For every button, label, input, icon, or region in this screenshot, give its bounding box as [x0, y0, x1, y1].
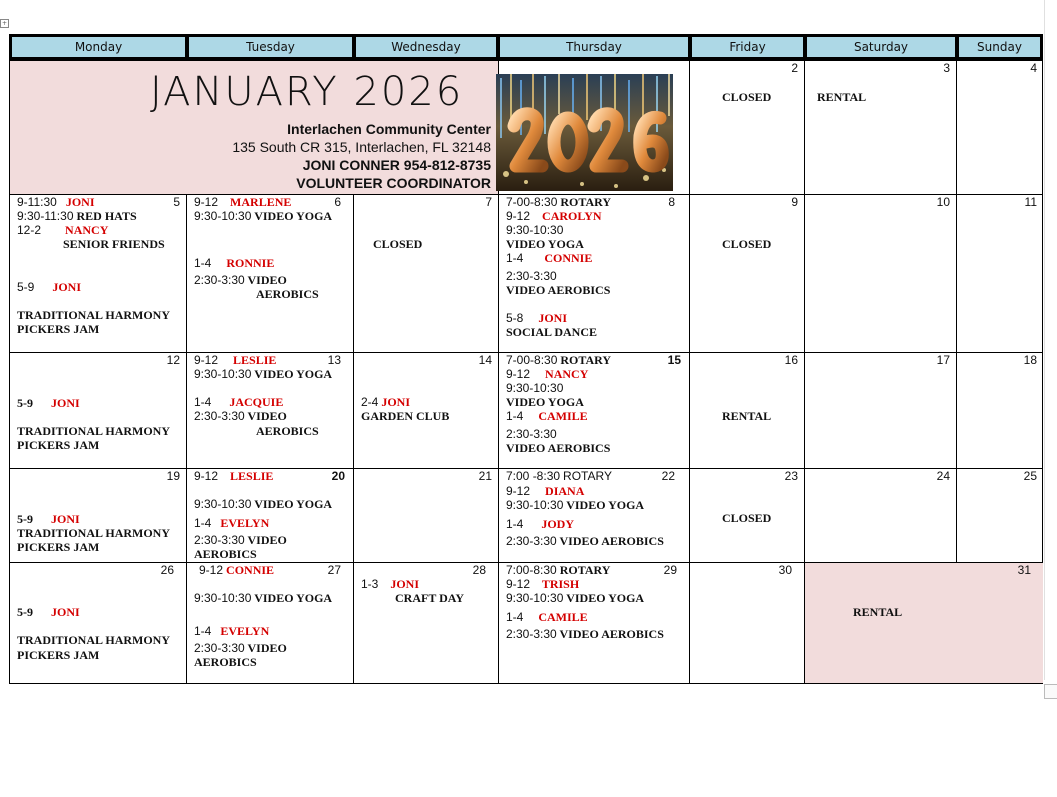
day-number: 12 [166, 353, 180, 367]
event-time: 1-4 [506, 251, 524, 265]
day-cell-20[interactable] [187, 469, 354, 563]
event-label: PICKERS JAM [17, 648, 100, 662]
day-number: 30 [778, 563, 792, 577]
volunteer-name: CONNIE [544, 251, 593, 265]
event-time: 5-8 [506, 311, 524, 325]
day-cell-12[interactable] [10, 353, 187, 469]
event-label: AEROBICS [256, 424, 319, 438]
volunteer-name: JONI [52, 280, 82, 294]
day-cell-16[interactable] [690, 353, 805, 469]
volunteer-name: CONNIE [226, 563, 275, 577]
day-number: 5 [173, 195, 180, 209]
event-time: 2:30-3:30 [194, 409, 245, 423]
day-cell-31[interactable] [805, 563, 1043, 683]
event-time: 9-12 [194, 353, 219, 367]
title-cell [10, 61, 499, 195]
day-header-wednesday: Wednesday [355, 36, 497, 58]
event-label: CLOSED [373, 237, 423, 251]
day-number: 4 [1030, 61, 1037, 75]
event-label: VIDEO [247, 273, 287, 287]
event-time: 2-4 [361, 395, 379, 409]
day-cell-3[interactable] [805, 61, 957, 195]
event-time: 7-00-8:30 [506, 195, 558, 209]
event-label: CLOSED [722, 90, 772, 104]
event-label: TRADITIONAL HARMONY [17, 526, 171, 540]
event-label: RED HATS [76, 209, 137, 223]
day-number: 7 [485, 195, 492, 209]
event-label: SENIOR FRIENDS [63, 237, 165, 251]
day-number: 17 [936, 353, 950, 367]
event-label: VIDEO AEROBICS [559, 627, 664, 641]
day-header-tuesday: Tuesday [188, 36, 353, 58]
event-label: RENTAL [817, 90, 867, 104]
day-cell-8[interactable] [499, 195, 690, 353]
day-cell-7[interactable] [354, 195, 499, 353]
day-number: 2 [791, 61, 798, 75]
event-time: 2:30-3:30 [194, 273, 245, 287]
event-label: RENTAL [853, 605, 903, 619]
day-number: 6 [334, 195, 341, 209]
event-time: 1-4 [194, 624, 212, 638]
day-number: 8 [668, 195, 675, 209]
event-label: TRADITIONAL HARMONY [17, 633, 171, 647]
event-label: PICKERS JAM [17, 438, 100, 452]
volunteer-name: CAMILE [538, 409, 588, 423]
event-label: VIDEO [247, 409, 287, 423]
event-time: 1-4 [194, 516, 212, 530]
volunteer-name: JONI [51, 605, 80, 619]
day-cell-27[interactable] [187, 563, 354, 683]
event-label: ROTARY [559, 563, 611, 577]
day-cell-22[interactable] [499, 469, 690, 563]
event-time: 9-12 [506, 577, 531, 591]
day-number: 21 [478, 469, 492, 483]
event-time: 2:30-3:30 [506, 534, 557, 548]
volunteer-name: JONI [381, 395, 411, 409]
day-number: 31 [1017, 563, 1031, 577]
day-cell-2[interactable] [690, 61, 805, 195]
event-time: 9:30-10:30 [506, 498, 564, 512]
event-time: 9:30-10:30 [194, 591, 252, 605]
event-time: 2:30-3:30 [194, 641, 245, 655]
day-number: 27 [327, 563, 341, 577]
event-label: TRADITIONAL HARMONY [17, 424, 171, 438]
org-role: VOLUNTEER COORDINATOR [296, 175, 491, 191]
event-time: 1-4 [506, 517, 524, 531]
day-number: 15 [667, 353, 681, 367]
event-time: 9:30-10:30 [506, 223, 564, 237]
volunteer-name: RONNIE [226, 256, 275, 270]
day-cell-13[interactable] [187, 353, 354, 469]
day-header-thursday: Thursday [499, 36, 689, 58]
table-move-handle-icon[interactable]: + [1, 20, 8, 27]
day-number: 3 [943, 61, 950, 75]
day-number: 18 [1023, 353, 1037, 367]
event-time: 9:30-10:30 [194, 497, 252, 511]
event-label: VIDEO YOGA [254, 497, 333, 511]
day-number: 13 [327, 353, 341, 367]
volunteer-name: CAMILE [538, 610, 588, 624]
event-label: VIDEO YOGA [566, 498, 645, 512]
day-number: 23 [784, 469, 798, 483]
day-header-saturday: Saturday [806, 36, 956, 58]
volunteer-name: JONI [51, 512, 80, 526]
day-header-friday: Friday [691, 36, 804, 58]
org-name: Interlachen Community Center [287, 121, 491, 137]
event-label: VIDEO YOGA [254, 591, 333, 605]
event-label: VIDEO YOGA [506, 395, 584, 409]
day-cell-28[interactable] [354, 563, 499, 683]
day-cell-15[interactable] [499, 353, 690, 469]
day-cell-9[interactable] [690, 195, 805, 353]
event-time: 9-12 [194, 195, 219, 209]
event-label: PICKERS JAM [17, 322, 100, 336]
event-time: 1-3 [361, 577, 379, 591]
volunteer-name: LESLIE [230, 469, 274, 483]
volunteer-name: JONI [65, 195, 95, 209]
day-number: 11 [1024, 195, 1037, 209]
volunteer-name: LESLIE [233, 353, 277, 367]
event-label: AEROBICS [256, 287, 319, 301]
event-label: VIDEO YOGA [254, 209, 333, 223]
day-number: 20 [331, 469, 345, 483]
event-label: CLOSED [722, 237, 772, 251]
event-time: 5-9 [17, 512, 33, 526]
event-time: 9-11:30 [17, 195, 57, 209]
event-time: 1-4 [194, 256, 212, 270]
org-address: 135 South CR 315, Interlachen, FL 32148 [232, 139, 491, 155]
event-time: 9:30-10:30 [506, 381, 564, 395]
day-number: 19 [166, 469, 180, 483]
event-time: 1-4 [194, 395, 212, 409]
volunteer-name: EVELYN [220, 516, 270, 530]
event-time: 12-2 [17, 223, 42, 237]
event-label: ROTARY [560, 195, 612, 209]
page-edge [1044, 0, 1045, 680]
volunteer-name: JACQUIE [229, 395, 284, 409]
event-label: VIDEO YOGA [566, 591, 645, 605]
day-number: 29 [663, 563, 677, 577]
event-label: AEROBICS [194, 547, 257, 561]
event-time: 9:30-10:30 [194, 209, 252, 223]
day-header-sunday: Sunday [958, 36, 1041, 58]
volunteer-name: TRISH [541, 577, 580, 591]
event-time: 2:30-3:30 [506, 427, 557, 441]
event-label: VIDEO AEROBICS [559, 534, 664, 548]
event-time: 5-9 [17, 396, 33, 410]
volunteer-name: MARLENE [230, 195, 292, 209]
event-label: VIDEO AEROBICS [506, 283, 611, 297]
event-time: 9-12 [506, 484, 531, 498]
day-number: 25 [1023, 469, 1037, 483]
day-cell-11[interactable] [957, 195, 1043, 353]
event-label: AEROBICS [194, 655, 257, 669]
event-time: 5-9 [17, 280, 35, 294]
day-cell-29[interactable] [499, 563, 690, 683]
org-contact: JONI CONNER 954-812-8735 [302, 157, 491, 173]
day-number: 14 [478, 353, 492, 367]
day-number: 24 [936, 469, 950, 483]
event-label: ROTARY [563, 469, 612, 483]
event-time: 2:30-3:30 [194, 533, 245, 547]
day-cell-19[interactable] [10, 469, 187, 563]
day-number: 16 [784, 353, 798, 367]
event-label: VIDEO YOGA [506, 237, 584, 251]
event-time: 9:30-11:30 [17, 209, 74, 223]
day-number: 9 [791, 195, 798, 209]
day-cell-10[interactable] [805, 195, 957, 353]
volunteer-name: JONI [390, 577, 420, 591]
event-label: VIDEO [247, 641, 287, 655]
day-number: 10 [936, 195, 950, 209]
volunteer-name: JONI [51, 396, 80, 410]
event-time: 9:30-10:30 [506, 591, 564, 605]
event-time: 9:30-10:30 [194, 367, 252, 381]
event-label: RENTAL [722, 409, 772, 423]
event-label: VIDEO AEROBICS [506, 441, 611, 455]
event-label: TRADITIONAL HARMONY [17, 308, 171, 322]
event-time: 2:30-3:30 [506, 627, 557, 641]
volunteer-name: NANCY [545, 367, 589, 381]
day-header-monday: Monday [11, 36, 186, 58]
event-time: 1-4 [506, 409, 524, 423]
event-time: 7-00-8:30 [506, 353, 558, 367]
event-label: CLOSED [722, 511, 772, 525]
day-cell-18[interactable] [957, 353, 1043, 469]
day-cell-30[interactable] [690, 563, 805, 683]
event-label: PICKERS JAM [17, 540, 100, 554]
day-cell-17[interactable] [805, 353, 957, 469]
volunteer-name: DIANA [545, 484, 585, 498]
event-time: 2:30-3:30 [506, 269, 557, 283]
event-time: 1-4 [506, 610, 524, 624]
day-cell-4[interactable] [957, 61, 1043, 195]
event-label: SOCIAL DANCE [506, 325, 598, 339]
volunteer-name: JONI [538, 311, 568, 325]
day-cell-5[interactable] [10, 195, 187, 353]
day-cell-26[interactable] [10, 563, 187, 683]
event-label: CRAFT DAY [395, 591, 465, 605]
event-label: GARDEN CLUB [361, 409, 450, 423]
event-time: 9-12 [506, 367, 531, 381]
day-number: 22 [661, 469, 675, 483]
event-label: ROTARY [560, 353, 612, 367]
day-number: 28 [472, 563, 486, 577]
volunteer-name: EVELYN [220, 624, 270, 638]
event-time: 5-9 [17, 605, 33, 619]
event-label: VIDEO [247, 533, 287, 547]
day-cell-24[interactable] [805, 469, 957, 563]
day-number: 26 [160, 563, 174, 577]
event-time: 7:00-8:30 [506, 563, 557, 577]
event-time: 9-12 [199, 563, 224, 577]
day-cell-21[interactable] [354, 469, 499, 563]
new-year-2026-image [496, 74, 673, 191]
event-label: VIDEO YOGA [254, 367, 333, 381]
event-time: 9-12 [506, 209, 531, 223]
day-cell-6[interactable] [187, 195, 354, 353]
day-cell-25[interactable] [957, 469, 1043, 563]
event-time: 7:00 -8:30 [506, 469, 561, 483]
month-title: JANUARY 2026 [150, 69, 464, 115]
volunteer-name: CAROLYN [542, 209, 602, 223]
day-cell-14[interactable] [354, 353, 499, 469]
volunteer-name: JODY [541, 517, 575, 531]
event-time: 9-12 [194, 469, 219, 483]
day-cell-23[interactable] [690, 469, 805, 563]
page-scroll-marker [1044, 684, 1057, 699]
volunteer-name: NANCY [65, 223, 109, 237]
